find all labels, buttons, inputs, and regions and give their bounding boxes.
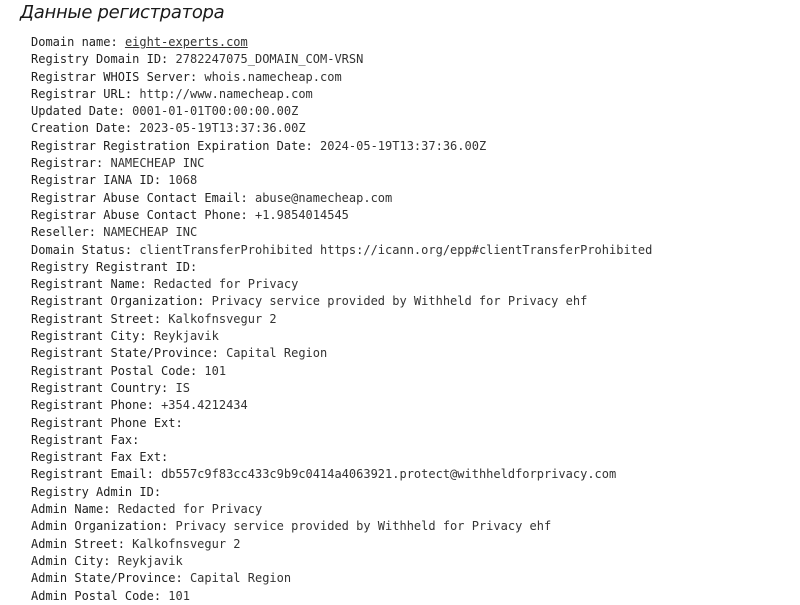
- whois-field-label: Registrant Organization:: [31, 294, 205, 309]
- whois-field-label: Admin Organization:: [31, 519, 169, 534]
- whois-field-label: Updated Date:: [31, 104, 125, 119]
- whois-field-value: abuse@namecheap.com: [254, 190, 393, 205]
- whois-line: [31, 120, 652, 137]
- whois-field-label: Registrar Abuse Contact Phone:: [31, 207, 248, 222]
- whois-line: [31, 466, 652, 483]
- whois-field-label: Registrar Registration Expiration Date:: [31, 138, 313, 153]
- whois-field-label: Registrar WHOIS Server:: [31, 69, 198, 84]
- whois-field-label: Admin Street:: [31, 536, 125, 551]
- page-title: Данные регистратора: [20, 2, 225, 23]
- whois-field-label: Admin Postal Code:: [31, 588, 162, 603]
- whois-line: [31, 570, 652, 587]
- whois-field-label: Registrant State/Province:: [31, 346, 219, 361]
- whois-field-label: Registrant City:: [31, 329, 147, 344]
- whois-field-label: Registrant Country:: [31, 380, 169, 395]
- whois-field-value: +1.9854014545: [254, 207, 349, 222]
- whois-field-label: Registrar URL:: [31, 86, 133, 101]
- whois-line: [31, 242, 652, 259]
- whois-line: [31, 207, 652, 224]
- whois-field-label: Registrar:: [31, 156, 104, 171]
- whois-field-label: Registry Registrant ID:: [31, 259, 198, 274]
- whois-field-label: Registrar Abuse Contact Email:: [31, 190, 248, 205]
- whois-line: [31, 588, 652, 605]
- whois-field-value: Capital Region: [226, 346, 328, 361]
- whois-field-value: whois.namecheap.com: [204, 69, 342, 84]
- whois-line: [31, 276, 652, 293]
- whois-line: [31, 190, 652, 207]
- whois-line: [31, 536, 652, 553]
- whois-line: [31, 518, 652, 535]
- whois-line: [31, 415, 652, 432]
- whois-line: [31, 51, 652, 68]
- whois-field-value: Privacy service provided by Withheld for Privacy ehf: [211, 294, 588, 309]
- whois-field-value: Kalkofnsvegur 2: [168, 311, 277, 326]
- whois-field-value: 2782247075_DOMAIN_COM-VRSN: [175, 52, 364, 67]
- whois-field-value: Kalkofnsvegur 2: [132, 536, 241, 551]
- whois-field-label: Admin Name:: [31, 502, 111, 517]
- domain-name-link[interactable]: eight-experts.com: [124, 35, 248, 49]
- whois-field-value: NAMECHEAP INC: [103, 225, 198, 240]
- whois-field-value: Reykjavik: [117, 553, 183, 568]
- whois-field-value: 101: [168, 588, 190, 603]
- whois-field-value: Reykjavik: [153, 329, 219, 344]
- whois-field-label: Registrant Fax Ext:: [31, 450, 169, 465]
- whois-field-label: Domain name:: [31, 35, 118, 49]
- whois-line: [31, 397, 652, 414]
- whois-field-value: 101: [204, 363, 227, 378]
- whois-line: [31, 449, 652, 466]
- whois-field-label: Creation Date:: [31, 121, 133, 136]
- whois-field-value: +354.4212434: [161, 398, 248, 413]
- whois-line: [31, 34, 652, 51]
- whois-line: [31, 345, 652, 362]
- whois-line: [31, 501, 652, 518]
- whois-field-value: 0001-01-01T00:00:00.00Z: [132, 104, 299, 119]
- whois-field-value: Redacted for Privacy: [117, 502, 263, 517]
- whois-line: [31, 328, 652, 345]
- whois-line: [31, 553, 652, 570]
- whois-field-label: Admin State/Province:: [31, 571, 183, 586]
- whois-field-label: Registrar IANA ID:: [31, 173, 162, 188]
- whois-line: [31, 172, 652, 189]
- whois-field-value: 1068: [168, 173, 198, 188]
- whois-line: [31, 293, 652, 310]
- whois-field-label: Registrant Street:: [31, 311, 162, 326]
- whois-record: [31, 34, 652, 605]
- whois-field-value: Redacted for Privacy: [153, 277, 299, 292]
- whois-field-value: Privacy service provided by Withheld for Privacy ehf: [175, 519, 552, 534]
- whois-field-value: db557c9f83cc433c9b9c0414a4063921.protect@withheldforprivacy.com: [161, 467, 617, 482]
- whois-field-label: Registrant Name:: [31, 277, 147, 292]
- whois-field-value: Capital Region: [189, 571, 292, 586]
- whois-line: [31, 138, 652, 155]
- whois-line: [31, 155, 652, 172]
- whois-field-value: 2024-05-19T13:37:36.00Z: [320, 138, 487, 153]
- whois-field-value: 2023-05-19T13:37:36.00Z: [139, 121, 306, 136]
- whois-field-label: Registrant Postal Code:: [31, 363, 198, 378]
- whois-field-label: Registrant Fax:: [31, 432, 140, 447]
- whois-field-label: Registrant Email:: [31, 467, 154, 482]
- whois-field-label: Registry Admin ID:: [31, 484, 162, 499]
- whois-line: [31, 259, 652, 276]
- whois-field-label: Domain Status:: [31, 242, 133, 257]
- whois-line: [31, 484, 652, 501]
- whois-field-label: Registry Domain ID:: [31, 52, 169, 67]
- whois-line: [31, 224, 652, 241]
- whois-line: [31, 103, 652, 120]
- whois-line: [31, 69, 652, 86]
- whois-field-label: Registrant Phone Ext:: [31, 415, 183, 430]
- whois-line: [31, 311, 652, 328]
- whois-field-label: Registrant Phone:: [31, 398, 154, 413]
- whois-field-value: IS: [175, 380, 190, 395]
- whois-field-value: http://www.namecheap.com: [139, 86, 313, 101]
- whois-field-label: Admin City:: [31, 553, 111, 568]
- whois-field-label: Reseller:: [31, 225, 97, 240]
- whois-line: [31, 380, 652, 397]
- whois-field-value: clientTransferProhibited https://icann.org/epp#clientTransferProhibited: [139, 242, 653, 257]
- whois-field-value: NAMECHEAP INC: [110, 156, 205, 171]
- whois-line: [31, 432, 652, 449]
- whois-line: [31, 363, 652, 380]
- whois-line: [31, 86, 652, 103]
